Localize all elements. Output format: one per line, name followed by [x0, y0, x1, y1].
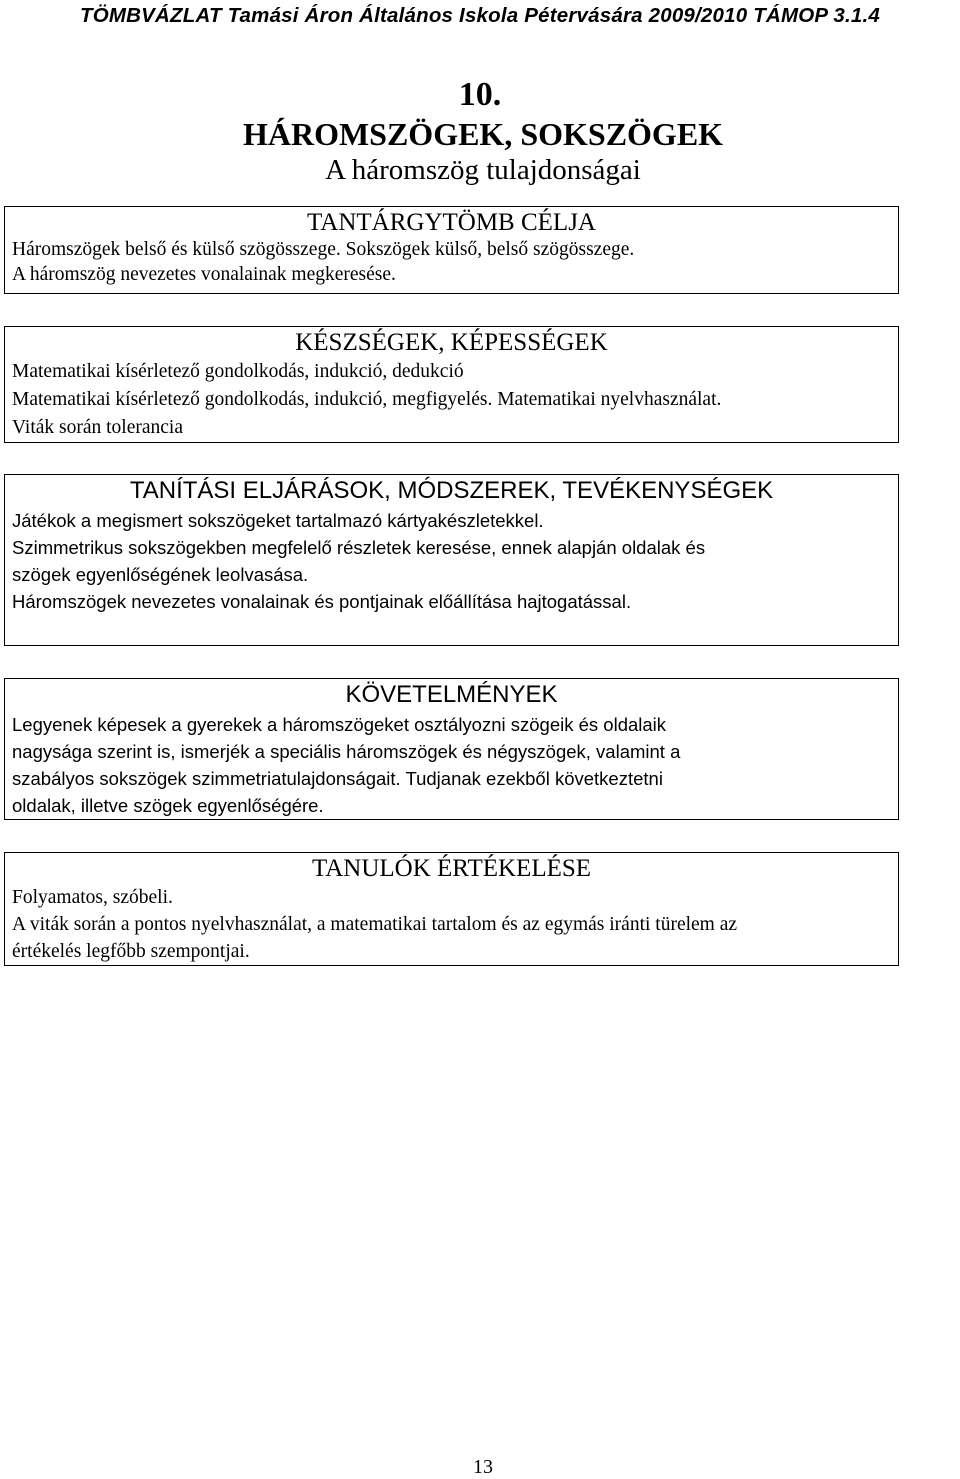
- methods-line: Háromszögek nevezetes vonalainak és pontjainak előállítása hajtogatással.: [12, 591, 632, 612]
- skills-section: [4, 326, 899, 443]
- evaluation-line: A viták során a pontos nyelvhasználat, a matematikai tartalom és az egymás iránti türelem az: [12, 914, 738, 935]
- skills-line: Viták során tolerancia: [12, 417, 184, 438]
- chapter-number: 10.: [458, 76, 502, 113]
- methods-section: [4, 474, 899, 646]
- skills-body: [5, 357, 898, 442]
- requirements-line: oldalak, illetve szögek egyenlőségére.: [12, 795, 324, 816]
- skills-line: Matematikai kísérletező gondolkodás, indukció, megfigyelés. Matematikai nyelvhasználat.: [12, 389, 722, 410]
- goal-line: A háromszög nevezetes vonalainak megkeresése.: [12, 264, 396, 285]
- evaluation-heading: TANULÓK ÉRTÉKELÉSE: [311, 855, 592, 882]
- evaluation-section: [4, 852, 899, 966]
- evaluation-line: Folyamatos, szóbeli.: [12, 887, 173, 908]
- requirements-section: [4, 678, 899, 820]
- requirements-line: szabályos sokszögek szimmetriatulajdonságait. Tudjanak ezekből következtetni: [12, 768, 663, 789]
- goal-heading: TANTÁRGYTÖMB CÉLJA: [307, 209, 596, 236]
- skills-heading: KÉSZSÉGEK, KÉPESSÉGEK: [295, 329, 608, 356]
- chapter-title: HÁROMSZÖGEK, SOKSZÖGEK: [242, 116, 724, 152]
- methods-line: szögek egyenlőségének leolvasása.: [12, 564, 309, 585]
- skills-line: Matematikai kísérletező gondolkodás, indukció, dedukció: [12, 361, 464, 382]
- methods-line: Szimmetrikus sokszögekben megfelelő részletek keresése, ennek alapján oldalak és: [12, 537, 706, 558]
- requirements-body: [5, 709, 898, 819]
- requirements-line: nagysága szerint is, ismerjék a speciális háromszögek és négyszögek, valamint a: [12, 741, 681, 762]
- goal-body: [5, 237, 898, 287]
- goal-line: Háromszögek belső és külső szögösszege. Sokszögek külső, belső szögösszege.: [12, 239, 635, 260]
- goal-section: [4, 206, 899, 294]
- document-header: TÖMBVÁZLAT Tamási Áron Általános Iskola Pétervására 2009/2010 TÁMOP 3.1.4: [80, 4, 880, 27]
- methods-heading: TANÍTÁSI ELJÁRÁSOK, MÓDSZEREK, TEVÉKENYSÉGEK: [129, 477, 774, 504]
- methods-line: Játékok a megismert sokszögeket tartalmazó kártyakészletekkel.: [12, 510, 544, 531]
- chapter-subtitle: A háromszög tulajdonságai: [325, 154, 641, 186]
- page-number: 13: [473, 1456, 493, 1478]
- methods-body: [5, 505, 898, 615]
- requirements-line: Legyenek képesek a gyerekek a háromszögeket osztályozni szögeik és oldalaik: [12, 714, 667, 735]
- evaluation-line: értékelés legfőbb szempontjai.: [12, 941, 250, 962]
- evaluation-body: [5, 883, 898, 965]
- requirements-heading: KÖVETELMÉNYEK: [345, 681, 558, 708]
